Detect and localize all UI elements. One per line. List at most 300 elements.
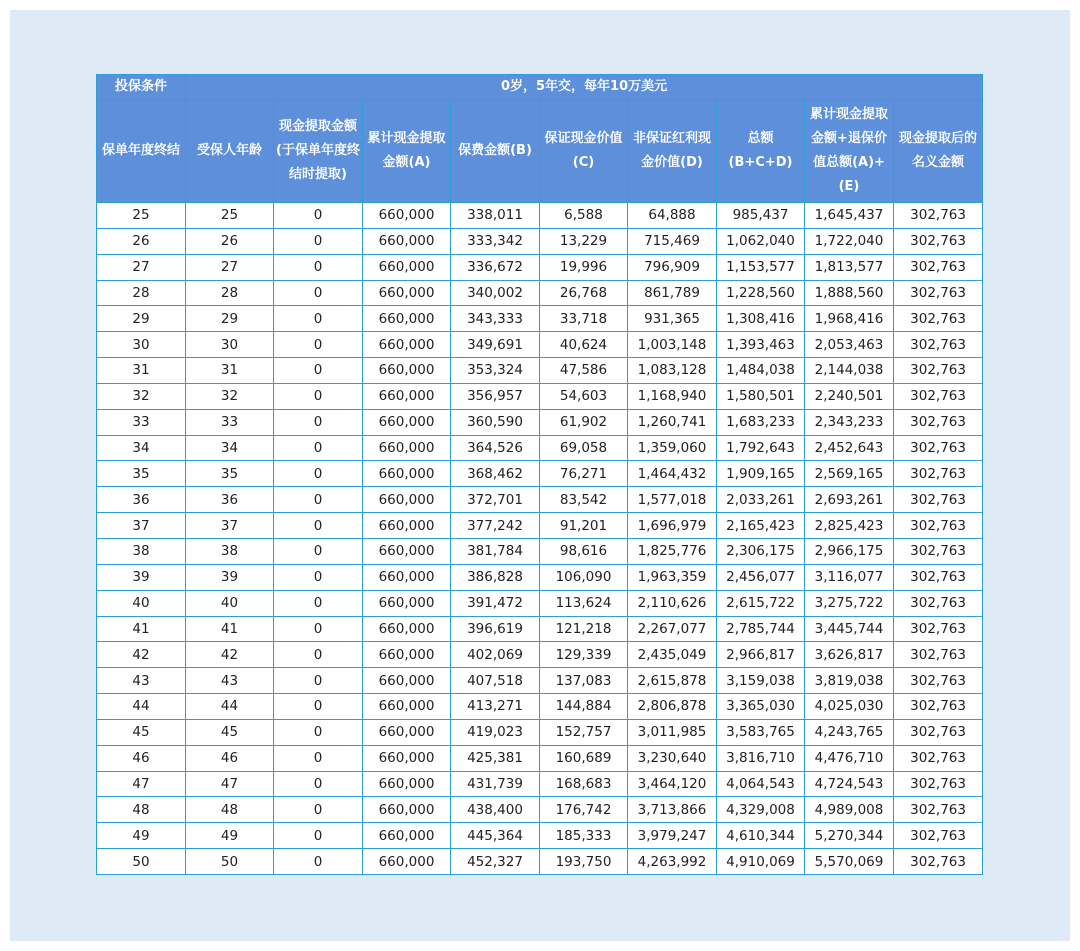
table-cell: 176,742 (540, 797, 628, 823)
table-cell: 660,000 (363, 745, 451, 771)
table-cell: 19,996 (540, 254, 628, 280)
header-cumulative-plus-surrender: 累计现金提取金额+退保价值总额(A)+(E) (805, 100, 894, 203)
table-cell: 28 (97, 280, 186, 306)
table-cell: 3,819,038 (805, 668, 894, 694)
table-row (97, 590, 983, 616)
table-cell: 2,693,261 (805, 487, 894, 513)
table-cell: 3,116,077 (805, 564, 894, 590)
table-cell: 660,000 (363, 719, 451, 745)
table-cell: 2,615,878 (628, 668, 717, 694)
table-cell: 660,000 (363, 694, 451, 720)
table-cell: 54,603 (540, 383, 628, 409)
table-cell: 391,472 (451, 590, 540, 616)
table-cell: 660,000 (363, 280, 451, 306)
table-cell: 3,230,640 (628, 745, 717, 771)
table-cell: 29 (97, 306, 186, 332)
table-cell: 1,484,038 (717, 358, 805, 384)
table-cell: 27 (186, 254, 274, 280)
table-row (97, 228, 983, 254)
condition-label: 投保条件 (97, 75, 186, 100)
table-cell: 31 (97, 358, 186, 384)
table-cell: 2,456,077 (717, 564, 805, 590)
table-cell: 0 (274, 564, 363, 590)
table-cell: 660,000 (363, 849, 451, 875)
table-cell: 27 (97, 254, 186, 280)
table-cell: 1,393,463 (717, 332, 805, 358)
column-header-row (97, 100, 983, 203)
table-cell: 36 (186, 487, 274, 513)
table-cell: 76,271 (540, 461, 628, 487)
table-cell: 83,542 (540, 487, 628, 513)
table-cell: 113,624 (540, 590, 628, 616)
table-cell: 1,813,577 (805, 254, 894, 280)
table-cell: 13,229 (540, 228, 628, 254)
table-cell: 452,327 (451, 849, 540, 875)
table-cell: 2,165,423 (717, 513, 805, 539)
table-cell: 660,000 (363, 771, 451, 797)
table-cell: 302,763 (894, 280, 983, 306)
header-total-bcd: 总额(B+C+D) (717, 100, 805, 203)
table-cell: 44 (186, 694, 274, 720)
table-cell: 4,910,069 (717, 849, 805, 875)
table-cell: 106,090 (540, 564, 628, 590)
table-cell: 43 (186, 668, 274, 694)
condition-value: 0岁，5年交，每年10万美元 (186, 75, 983, 100)
table-cell: 35 (186, 461, 274, 487)
table-cell: 39 (186, 564, 274, 590)
table-cell: 302,763 (894, 203, 983, 229)
table-cell: 3,979,247 (628, 823, 717, 849)
table-row (97, 668, 983, 694)
table-cell: 861,789 (628, 280, 717, 306)
table-cell: 360,590 (451, 409, 540, 435)
table-cell: 1,168,940 (628, 383, 717, 409)
table-cell: 36 (97, 487, 186, 513)
table-cell: 0 (274, 590, 363, 616)
table-cell: 42 (97, 642, 186, 668)
table-cell: 660,000 (363, 564, 451, 590)
table-cell: 49 (97, 823, 186, 849)
header-insured-age: 受保人年龄 (186, 100, 274, 203)
table-cell: 30 (97, 332, 186, 358)
table-cell: 0 (274, 642, 363, 668)
table-cell: 1,825,776 (628, 538, 717, 564)
table-row (97, 719, 983, 745)
table-cell: 2,144,038 (805, 358, 894, 384)
table-cell: 0 (274, 745, 363, 771)
table-cell: 26 (97, 228, 186, 254)
table-cell: 381,784 (451, 538, 540, 564)
table-cell: 1,260,741 (628, 409, 717, 435)
table-cell: 3,365,030 (717, 694, 805, 720)
table-cell: 1,722,040 (805, 228, 894, 254)
table-cell: 356,957 (451, 383, 540, 409)
table-cell: 25 (97, 203, 186, 229)
table-cell: 3,159,038 (717, 668, 805, 694)
table-cell: 1,888,560 (805, 280, 894, 306)
table-body (97, 203, 983, 875)
table-cell: 1,968,416 (805, 306, 894, 332)
table-cell: 0 (274, 228, 363, 254)
table-cell: 4,989,008 (805, 797, 894, 823)
table-cell: 3,626,817 (805, 642, 894, 668)
table-cell: 336,672 (451, 254, 540, 280)
table-cell: 2,053,463 (805, 332, 894, 358)
table-cell: 34 (97, 435, 186, 461)
table-cell: 931,365 (628, 306, 717, 332)
table-cell: 5,570,069 (805, 849, 894, 875)
table-cell: 4,064,543 (717, 771, 805, 797)
table-cell: 0 (274, 203, 363, 229)
table-cell: 343,333 (451, 306, 540, 332)
table-cell: 302,763 (894, 668, 983, 694)
table-cell: 660,000 (363, 513, 451, 539)
table-cell: 0 (274, 823, 363, 849)
table-cell: 302,763 (894, 797, 983, 823)
table-row (97, 383, 983, 409)
table-cell: 39 (97, 564, 186, 590)
table-cell: 2,033,261 (717, 487, 805, 513)
table-cell: 340,002 (451, 280, 540, 306)
table-row (97, 694, 983, 720)
table-cell: 3,464,120 (628, 771, 717, 797)
table-cell: 98,616 (540, 538, 628, 564)
table-cell: 4,724,543 (805, 771, 894, 797)
table-cell: 1,083,128 (628, 358, 717, 384)
table-cell: 4,263,992 (628, 849, 717, 875)
table-cell: 419,023 (451, 719, 540, 745)
table-cell: 302,763 (894, 642, 983, 668)
table-cell: 4,329,008 (717, 797, 805, 823)
table-cell: 2,966,817 (717, 642, 805, 668)
header-cumulative-withdrawal-a: 累计现金提取金额(A) (363, 100, 451, 203)
table-row (97, 564, 983, 590)
table-cell: 2,267,077 (628, 616, 717, 642)
table-cell: 2,615,722 (717, 590, 805, 616)
table-cell: 137,083 (540, 668, 628, 694)
table-cell: 1,062,040 (717, 228, 805, 254)
table-cell: 1,580,501 (717, 383, 805, 409)
table-cell: 0 (274, 487, 363, 513)
table-cell: 48 (97, 797, 186, 823)
table-cell: 25 (186, 203, 274, 229)
table-cell: 45 (186, 719, 274, 745)
table-cell: 0 (274, 771, 363, 797)
table-cell: 3,816,710 (717, 745, 805, 771)
table-cell: 4,243,765 (805, 719, 894, 745)
table-cell: 660,000 (363, 590, 451, 616)
table-cell: 660,000 (363, 668, 451, 694)
table-row (97, 358, 983, 384)
table-cell: 0 (274, 719, 363, 745)
table-cell: 333,342 (451, 228, 540, 254)
table-cell: 660,000 (363, 383, 451, 409)
table-row (97, 461, 983, 487)
table-cell: 372,701 (451, 487, 540, 513)
table-cell: 302,763 (894, 228, 983, 254)
table-row (97, 306, 983, 332)
table-cell: 302,763 (894, 745, 983, 771)
table-cell: 377,242 (451, 513, 540, 539)
table-cell: 302,763 (894, 616, 983, 642)
table-cell: 0 (274, 435, 363, 461)
table-cell: 0 (274, 409, 363, 435)
table-cell: 660,000 (363, 228, 451, 254)
table-cell: 0 (274, 668, 363, 694)
table-cell: 0 (274, 461, 363, 487)
table-cell: 660,000 (363, 823, 451, 849)
table-cell: 431,739 (451, 771, 540, 797)
table-cell: 715,469 (628, 228, 717, 254)
table-cell: 302,763 (894, 849, 983, 875)
table-cell: 302,763 (894, 461, 983, 487)
table-cell: 302,763 (894, 409, 983, 435)
table-cell: 302,763 (894, 694, 983, 720)
table-cell: 302,763 (894, 513, 983, 539)
table-cell: 37 (97, 513, 186, 539)
table-cell: 302,763 (894, 487, 983, 513)
table-row (97, 332, 983, 358)
table-cell: 445,364 (451, 823, 540, 849)
table-cell: 49 (186, 823, 274, 849)
table-cell: 2,966,175 (805, 538, 894, 564)
table-cell: 2,240,501 (805, 383, 894, 409)
table-cell: 29 (186, 306, 274, 332)
table-cell: 660,000 (363, 487, 451, 513)
table-cell: 3,011,985 (628, 719, 717, 745)
table-cell: 41 (186, 616, 274, 642)
table-cell: 2,343,233 (805, 409, 894, 435)
header-premium-b: 保费金额(B) (451, 100, 540, 203)
header-guaranteed-cash-value-c: 保证现金价值(C) (540, 100, 628, 203)
table-cell: 3,713,866 (628, 797, 717, 823)
table-cell: 4,476,710 (805, 745, 894, 771)
table-cell: 1,645,437 (805, 203, 894, 229)
table-cell: 2,825,423 (805, 513, 894, 539)
table-cell: 3,275,722 (805, 590, 894, 616)
table-cell: 33,718 (540, 306, 628, 332)
table-cell: 42 (186, 642, 274, 668)
table-cell: 2,306,175 (717, 538, 805, 564)
table-cell: 1,909,165 (717, 461, 805, 487)
table-cell: 0 (274, 383, 363, 409)
table-cell: 28 (186, 280, 274, 306)
table-cell: 47 (97, 771, 186, 797)
table-cell: 396,619 (451, 616, 540, 642)
table-cell: 33 (186, 409, 274, 435)
table-cell: 302,763 (894, 435, 983, 461)
table-cell: 37 (186, 513, 274, 539)
table-cell: 38 (97, 538, 186, 564)
table-cell: 1,464,432 (628, 461, 717, 487)
table-row (97, 771, 983, 797)
table-cell: 34 (186, 435, 274, 461)
table-cell: 2,785,744 (717, 616, 805, 642)
table-cell: 3,583,765 (717, 719, 805, 745)
table-cell: 45 (97, 719, 186, 745)
table-cell: 660,000 (363, 332, 451, 358)
table-cell: 353,324 (451, 358, 540, 384)
table-cell: 35 (97, 461, 186, 487)
table-cell: 402,069 (451, 642, 540, 668)
header-cash-withdrawal: 现金提取金额(于保单年度终结时提取) (274, 100, 363, 203)
table-cell: 69,058 (540, 435, 628, 461)
table-cell: 413,271 (451, 694, 540, 720)
table-cell: 0 (274, 849, 363, 875)
table-cell: 129,339 (540, 642, 628, 668)
table-cell: 302,763 (894, 306, 983, 332)
table-cell: 660,000 (363, 203, 451, 229)
table-cell: 364,526 (451, 435, 540, 461)
table-cell: 33 (97, 409, 186, 435)
table-cell: 32 (97, 383, 186, 409)
table-cell: 302,763 (894, 332, 983, 358)
table-cell: 660,000 (363, 435, 451, 461)
table-cell: 5,270,344 (805, 823, 894, 849)
table-cell: 660,000 (363, 642, 451, 668)
table-cell: 38 (186, 538, 274, 564)
table-cell: 407,518 (451, 668, 540, 694)
table-cell: 302,763 (894, 771, 983, 797)
table-cell: 1,683,233 (717, 409, 805, 435)
table-cell: 41 (97, 616, 186, 642)
table-cell: 796,909 (628, 254, 717, 280)
table-cell: 0 (274, 538, 363, 564)
table-row (97, 435, 983, 461)
table-row (97, 280, 983, 306)
table-cell: 3,445,744 (805, 616, 894, 642)
header-non-guaranteed-bonus-d: 非保证红利现金价值(D) (628, 100, 717, 203)
table-cell: 43 (97, 668, 186, 694)
table-cell: 30 (186, 332, 274, 358)
table-cell: 160,689 (540, 745, 628, 771)
table-cell: 32 (186, 383, 274, 409)
table-row (97, 203, 983, 229)
table-cell: 0 (274, 254, 363, 280)
table-cell: 0 (274, 694, 363, 720)
table-cell: 144,884 (540, 694, 628, 720)
table-cell: 438,400 (451, 797, 540, 823)
table-cell: 660,000 (363, 306, 451, 332)
table-cell: 660,000 (363, 358, 451, 384)
table-cell: 302,763 (894, 564, 983, 590)
table-cell: 2,806,878 (628, 694, 717, 720)
table-row (97, 409, 983, 435)
table-cell: 48 (186, 797, 274, 823)
table-row (97, 797, 983, 823)
table-cell: 50 (186, 849, 274, 875)
table-cell: 660,000 (363, 538, 451, 564)
table-cell: 168,683 (540, 771, 628, 797)
table-cell: 338,011 (451, 203, 540, 229)
table-row (97, 616, 983, 642)
table-cell: 985,437 (717, 203, 805, 229)
table-cell: 40,624 (540, 332, 628, 358)
header-notional-amount: 现金提取后的名义金额 (894, 100, 983, 203)
table-cell: 44 (97, 694, 186, 720)
table-cell: 1,696,979 (628, 513, 717, 539)
table-cell: 1,308,416 (717, 306, 805, 332)
table-cell: 46 (186, 745, 274, 771)
table-cell: 660,000 (363, 616, 451, 642)
table-cell: 425,381 (451, 745, 540, 771)
header-policy-year-end: 保单年度终结 (97, 100, 186, 203)
table-cell: 0 (274, 306, 363, 332)
table-cell: 0 (274, 332, 363, 358)
table-cell: 40 (97, 590, 186, 616)
table-cell: 1,228,560 (717, 280, 805, 306)
table-cell: 0 (274, 797, 363, 823)
table-cell: 2,452,643 (805, 435, 894, 461)
table-cell: 660,000 (363, 797, 451, 823)
table-cell: 660,000 (363, 461, 451, 487)
table-row (97, 513, 983, 539)
table-cell: 0 (274, 616, 363, 642)
table-cell: 302,763 (894, 383, 983, 409)
table-cell: 4,610,344 (717, 823, 805, 849)
insurance-illustration-table (96, 74, 983, 875)
table-row (97, 849, 983, 875)
table-cell: 302,763 (894, 358, 983, 384)
table-header (97, 75, 983, 203)
table-cell: 302,763 (894, 823, 983, 849)
table-cell: 0 (274, 358, 363, 384)
table-cell: 31 (186, 358, 274, 384)
table-cell: 302,763 (894, 254, 983, 280)
table-cell: 1,153,577 (717, 254, 805, 280)
table-cell: 1,963,359 (628, 564, 717, 590)
table-cell: 2,435,049 (628, 642, 717, 668)
table-cell: 660,000 (363, 409, 451, 435)
table-cell: 26,768 (540, 280, 628, 306)
table-cell: 50 (97, 849, 186, 875)
table-cell: 302,763 (894, 538, 983, 564)
table-cell: 1,359,060 (628, 435, 717, 461)
table-cell: 152,757 (540, 719, 628, 745)
table-cell: 6,588 (540, 203, 628, 229)
table-cell: 386,828 (451, 564, 540, 590)
table-cell: 47 (186, 771, 274, 797)
table-cell: 40 (186, 590, 274, 616)
table-cell: 193,750 (540, 849, 628, 875)
table-cell: 1,792,643 (717, 435, 805, 461)
table-cell: 61,902 (540, 409, 628, 435)
table-cell: 302,763 (894, 590, 983, 616)
table-cell: 121,218 (540, 616, 628, 642)
table-cell: 4,025,030 (805, 694, 894, 720)
table-cell: 1,003,148 (628, 332, 717, 358)
table-row (97, 642, 983, 668)
table-cell: 2,569,165 (805, 461, 894, 487)
table-row (97, 823, 983, 849)
table-row (97, 254, 983, 280)
table-cell: 91,201 (540, 513, 628, 539)
table-cell: 46 (97, 745, 186, 771)
table-cell: 0 (274, 280, 363, 306)
table-cell: 302,763 (894, 719, 983, 745)
table-cell: 26 (186, 228, 274, 254)
table-cell: 1,577,018 (628, 487, 717, 513)
table-cell: 368,462 (451, 461, 540, 487)
table-cell: 2,110,626 (628, 590, 717, 616)
table-cell: 47,586 (540, 358, 628, 384)
table-row (97, 745, 983, 771)
table-row (97, 538, 983, 564)
table-cell: 660,000 (363, 254, 451, 280)
table-row (97, 487, 983, 513)
table-cell: 0 (274, 513, 363, 539)
table-cell: 64,888 (628, 203, 717, 229)
